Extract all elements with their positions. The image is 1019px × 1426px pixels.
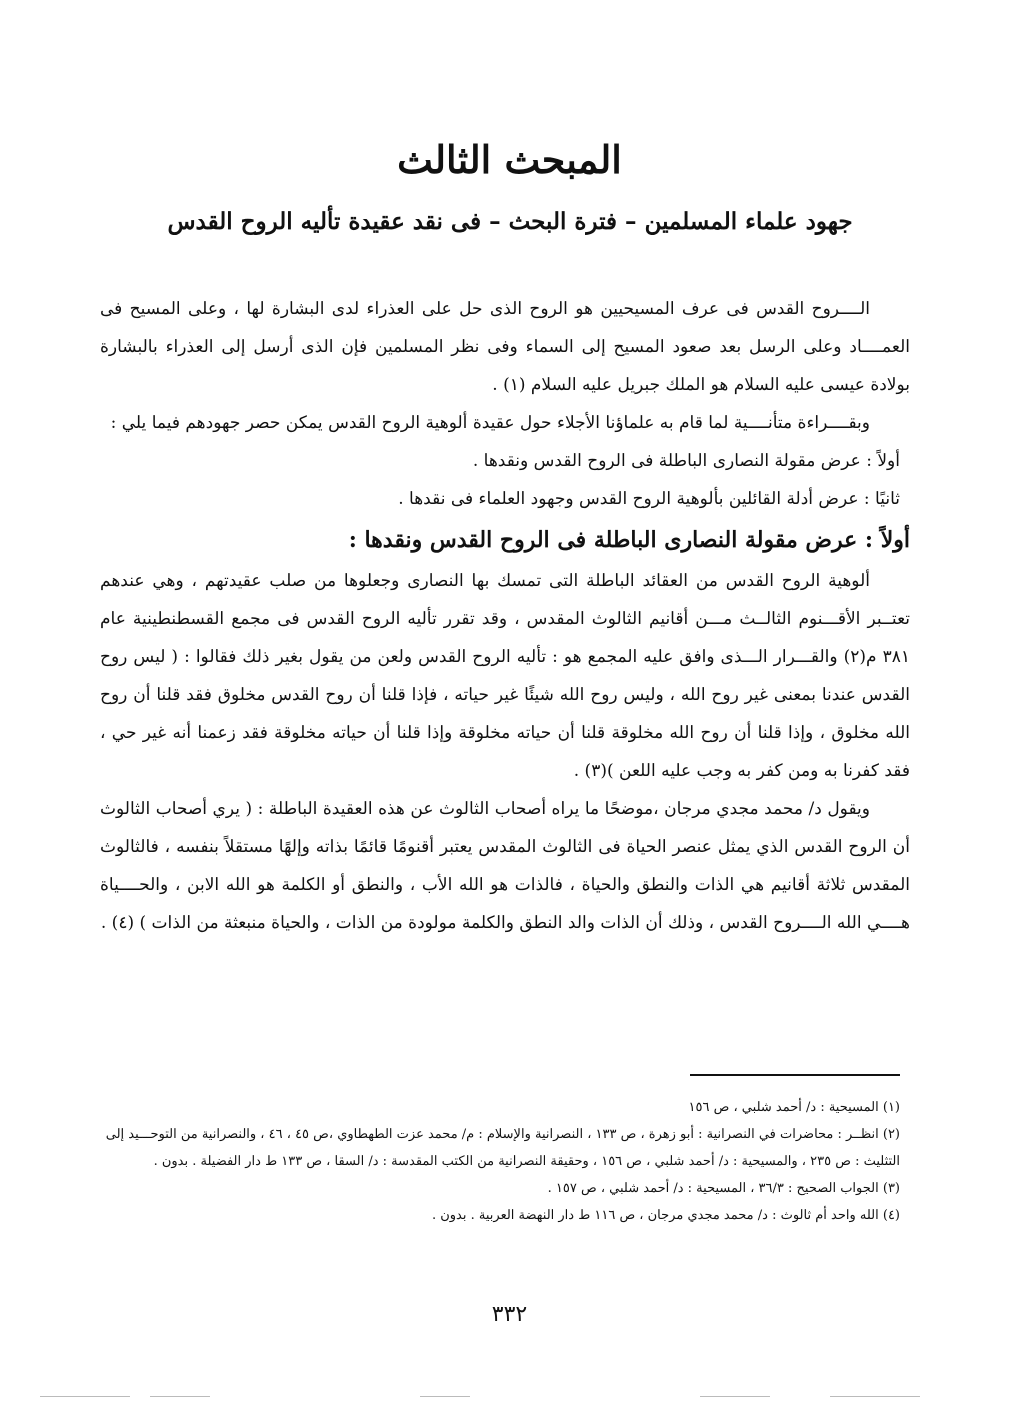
scan-artifact	[700, 1396, 770, 1397]
list-item: أولاً : عرض مقولة النصارى الباطلة فى الروح القدس ونقدها .	[472, 451, 900, 471]
scan-artifact	[830, 1396, 920, 1397]
section-heading: أولاً : عرض مقولة النصارى الباطلة فى الروح القدس ونقدها :	[348, 527, 910, 553]
scan-artifact	[40, 1396, 130, 1397]
paragraph: ألوهية الروح القدس من العقائد الباطلة التى تمسك بها النصارى وجعلوها من صلب عقيدتهم ، وهي عندهم تعتــبر الأقـــنوم الثالــث مـــن أقانيم الثالوث المقدس ، وقد تقرر تأليه الروح القدس فى مجمع القسطنطينية عام ٣٨١ م(٢) والقـــرار الـــذى وافق عليه المجمع هو : تأليه الروح القدس ولعن من يقول بغير ذلك فقالوا : ( ليس روح القدس عندنا بمعنى غير روح الله ، وليس روح الله شيئًا غير حياته ، فإذا قلنا أن روح القدس مخلوق فقد قلنا أن روح الله مخلوق ، وإذا قلنا أن روح الله مخلوقة قلنا أن حياته مخلوقة وإذا قلنا أن حياته مخلوقة فقد زعمنا أنه غير حي ، فقد كفرنا به ومن كفر به وجب عليه اللعن )(٣) .	[100, 571, 910, 781]
page-subtitle: جهود علماء المسلمين – فترة البحث – فى نقد عقيدة تأليه الروح القدس	[167, 208, 853, 235]
paragraph: الــــروح القدس فى عرف المسيحيين هو الروح الذى حل على العذراء لدى البشارة لها ، وعلى المسيح فى العمــــاد وعلى الرسل بعد صعود المسيح إلى السماء وفى نظر المسلمين فإن الذى أرسل إلى العذراء بالبشارة بولادة عيسى عليه السلام هو الملك جبريل عليه السلام (١) .	[100, 299, 910, 395]
footnotes	[105, 1094, 900, 1229]
scan-artifact	[420, 1396, 470, 1397]
page-number: ٣٣٢	[491, 1302, 528, 1327]
paragraph: وبقــــراءة متأنــــية لما قام به علماؤنا الأجلاء حول عقيدة ألوهية الروح القدس يمكن حصر جهودهم فيما يلي :	[110, 413, 870, 433]
list-item: ثانيًا : عرض أدلة القائلين بألوهية الروح القدس وجهود العلماء فى نقدها .	[398, 489, 900, 509]
footnote: (٣) الجواب الصحيح : ٣٦/٣ ، المسيحية : د/ أحمد شلبي ، ص ١٥٧ .	[547, 1181, 900, 1196]
body-text	[100, 290, 910, 942]
footnote-separator	[690, 1074, 900, 1076]
page-title: المبحث الثالث	[397, 137, 622, 182]
scan-artifact	[150, 1396, 210, 1397]
paragraph: ويقول د/ محمد مجدي مرجان ،موضحًا ما يراه أصحاب الثالوث عن هذه العقيدة الباطلة : ( يري أصحاب الثالوث أن الروح القدس الذي يمثل عنصر الحياة فى الثالوث المقدس يعتبر أقنومًا قائمًا بذاته وإلهًا مستقلاً بنفسه ، فالثالوث المقدس ثلاثة أقانيم هي الذات والنطق والحياة ، فالذات هو الله الأب ، والنطق أو الكلمة هو الله الابن ، والحــــياة هــــي الله الــــروح القدس ، وذلك أن الذات والد النطق والكلمة مولودة من الذات ، والحياة منبعثة من الذات ) (٤) .	[100, 799, 910, 933]
footnote: (١) المسيحية : د/ أحمد شلبي ، ص ١٥٦	[688, 1100, 900, 1115]
footnote: (٢) انظــر : محاضرات في النصرانية : أبو زهرة ، ص ١٣٣ ، النصرانية والإسلام : م/ محمد عزت الطهطاوي ،ص ٤٥ ، ٤٦ ، والنصرانية من التوحـــيد إلى التثليث : ص ٢٣٥ ، والمسيحية : د/ أحمد شلبي ، ص ١٥٦ ، وحقيقة النصرانية من الكتب المقدسة : د/ السقا ، ص ١٣٣ ط دار الفضيلة . بدون .	[105, 1127, 900, 1169]
footnote: (٤) الله واحد أم ثالوث : د/ محمد مجدي مرجان ، ص ١١٦ ط دار النهضة العربية . بدون .	[431, 1208, 900, 1223]
